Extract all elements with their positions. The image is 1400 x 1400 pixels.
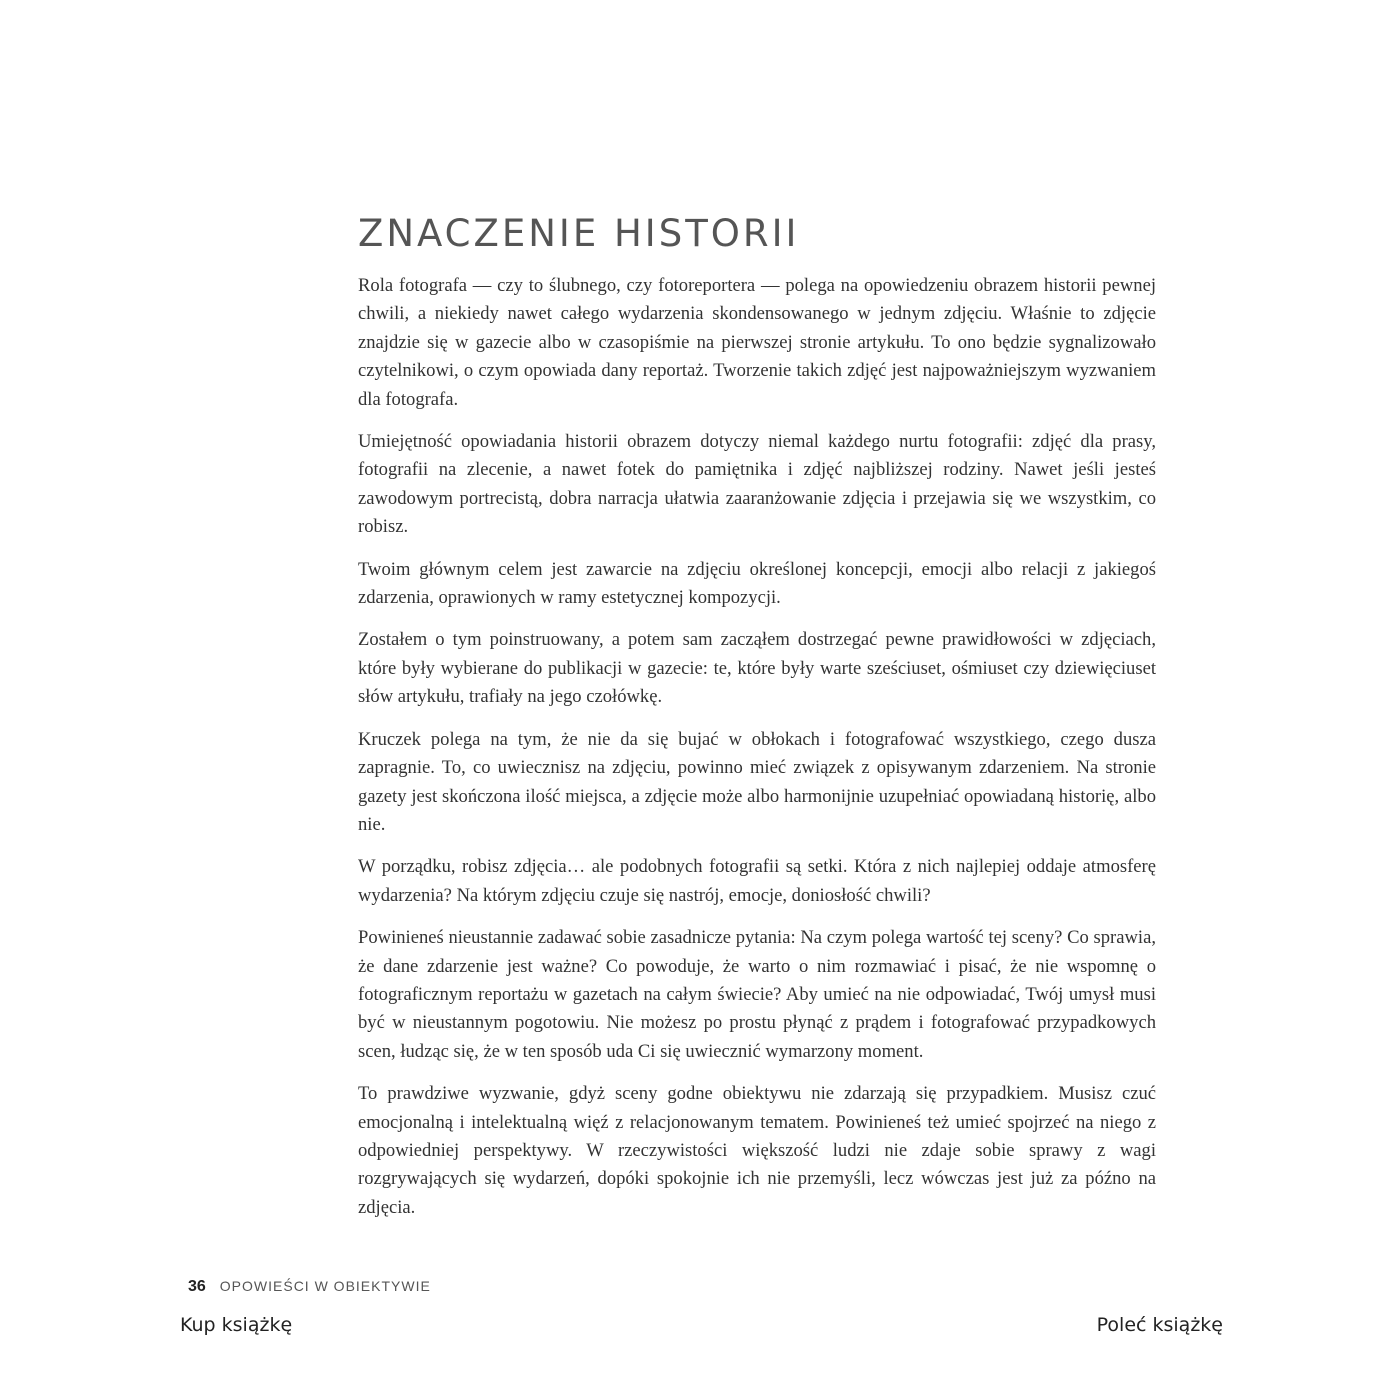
paragraph-4: Zostałem o tym poinstruowany, a potem sam zacząłem dostrzegać pewne prawidłowości w zdjęciach, które były wybierane do publikacji w gazecie: te, które były warte sześciuset, ośmiuset czy dziewięciuset słów artykułu, trafiały na jego czołówkę. <box>358 629 1156 708</box>
page-footer <box>188 1278 431 1296</box>
body-text <box>358 272 1156 1236</box>
paragraph-6: W porządku, robisz zdjęcia… ale podobnych fotografii są setki. Która z nich najlepiej oddaje atmosferę wydarzenia? Na którym zdjęciu czuje się nastrój, emocje, doniosłość chwili? <box>358 856 1156 906</box>
running-title: OPOWIEŚCI W OBIEKTYWIE <box>219 1278 431 1294</box>
paragraph-1: Rola fotografa — czy to ślubnego, czy fotoreportera — polega na opowiedzeniu obrazem historii pewnej chwili, a niekiedy nawet całego wydarzenia skondensowanego w jednym zdjęciu. Właśnie to zdjęcie znajdzie się w gazecie albo w czasopiśmie na pierwszej stronie artykułu. To ono będzie sygnalizowało czytelnikowi, o czym opowiada dany reportaż. Tworzenie takich zdjęć jest najpoważniejszym wyzwaniem dla fotografa. <box>358 275 1156 410</box>
paragraph-7: Powinieneś nieustannie zadawać sobie zasadnicze pytania: Na czym polega wartość tej sceny? Co sprawia, że dane zdarzenie jest ważne? Co powoduje, że warto o nim rozmawiać i pisać, że nie wspomnę o fotograficznym reportażu w gazetach na całym świecie? Aby umieć na nie odpowiadać, Twój umysł musi być w nieustannym pogotowiu. Nie możesz po prostu płynąć z prądem i fotografować przypadkowych scen, łudząc się, że w ten sposób uda Ci się uwiecznić wymarzony moment. <box>358 927 1156 1062</box>
paragraph-2: Umiejętność opowiadania historii obrazem dotyczy niemal każdego nurtu fotografii: zdjęć dla prasy, fotografii na zlecenie, a nawet fotek do pamiętnika i zdjęć najbliższej rodziny. Nawet jeśli jesteś zawodowym portrecistą, dobra narracja ułatwia zaaranżowanie zdjęcia i przejawia się we wszystkim, co robisz. <box>358 431 1156 538</box>
recommend-book-link[interactable]: Poleć książkę <box>1096 1314 1223 1336</box>
buy-book-link[interactable]: Kup książkę <box>180 1314 293 1336</box>
paragraph-5: Kruczek polega na tym, że nie da się bujać w obłokach i fotografować wszystkiego, czego dusza zapragnie. To, co uwiecznisz na zdjęciu, powinno mieć związek z opisywanym zdarzeniem. Na stronie gazety jest skończona ilość miejsca, a zdjęcie może albo harmonijnie uzupełniać opowiadaną historię, albo nie. <box>358 728 1156 835</box>
paragraph-8: To prawdziwe wyzwanie, gdyż sceny godne obiektywu nie zdarzają się przypadkiem. Musisz czuć emocjonalną i intelektualną więź z relacjonowanym tematem. Powinieneś też umieć spojrzeć na niego z odpowiedniej perspektywy. W rzeczywistości większość ludzi nie zdaje sobie sprawy z wagi rozgrywających się wydarzeń, dopóki spokojnie ich nie przemyśli, lecz wówczas jest już za późno na zdjęcia. <box>358 1083 1156 1218</box>
section-heading: ZNACZENIE HISTORII <box>358 212 800 255</box>
page-number: 36 <box>188 1278 206 1295</box>
paragraph-3: Twoim głównym celem jest zawarcie na zdjęciu określonej koncepcji, emocji albo relacji z jakiegoś zdarzenia, oprawionych w ramy estetycznej kompozycji. <box>358 558 1156 609</box>
